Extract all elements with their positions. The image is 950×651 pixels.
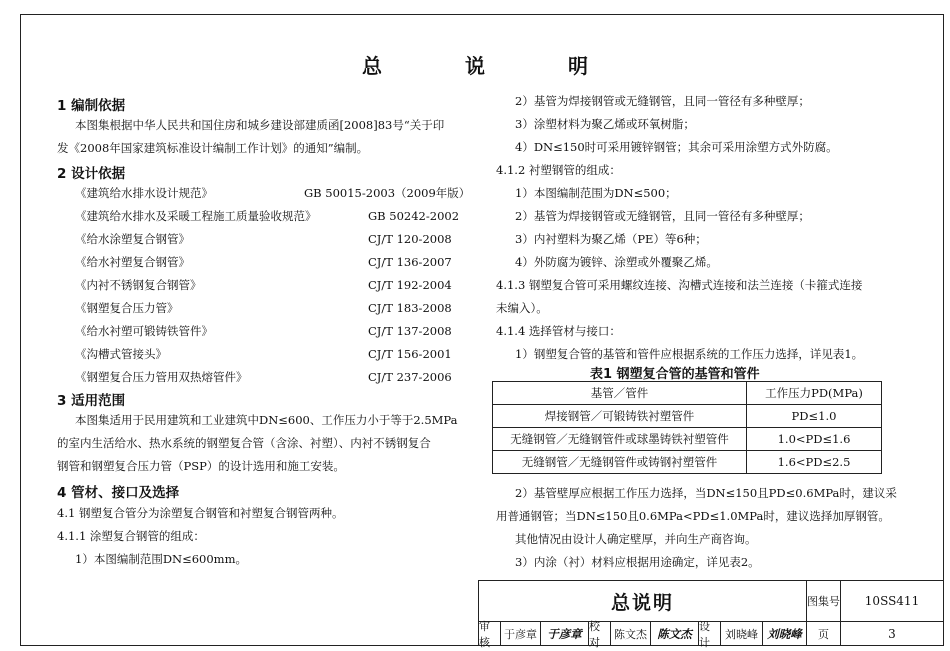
section-1-text-line1: 本图集根据中华人民共和国住房和城乡建设部建质函[2008]83号“关于印 — [75, 118, 445, 132]
reference-code: CJ/T 192-2004 — [368, 278, 452, 292]
section-4-1-1-item1: 1）本图编制范围DN≤600mm。 — [75, 552, 247, 566]
page-number: 3 — [841, 622, 944, 646]
list-item: 2）基管为焊接钢管或无缝钢管，且同一管径有多种壁厚； — [515, 209, 810, 223]
designer-signature: 刘晓峰 — [763, 622, 807, 646]
section-4-1-2: 4.1.2 衬塑钢管的组成： — [496, 163, 621, 177]
table-row — [493, 451, 882, 474]
paragraph-2-line2: 用普通钢管；当DN≤150且0.6MPa<PD≤1.0MPa时，建议选择加厚钢管。 — [496, 509, 890, 523]
paragraph-3: 3）内涂（衬）材料应根据用途确定，详见表2。 — [515, 555, 760, 569]
reference-name: 《钢塑复合压力管用双热熔管件》 — [75, 370, 248, 384]
atlas-number-label: 图集号 — [807, 581, 841, 622]
reference-name: 《建筑给水排水设计规范》 — [75, 186, 213, 200]
section-3-heading: 3 适用范围 — [57, 393, 126, 409]
list-item: 3）涂塑材料为聚乙烯或环氧树脂； — [515, 117, 695, 131]
reference-name: 《给水涂塑复合钢管》 — [75, 232, 190, 246]
reference-code: GB 50242-2002 — [368, 209, 460, 223]
section-4-1-1: 4.1.1 涂塑复合钢管的组成： — [57, 529, 205, 543]
section-2-heading: 2 设计依据 — [57, 166, 126, 182]
check-label: 校对 — [589, 622, 611, 646]
section-4-1-3-line1: 4.1.3 钢塑复合管可采用螺纹连接、沟槽式连接和法兰连接（卡箍式连接 — [496, 278, 863, 292]
reference-code: CJ/T 120-2008 — [368, 232, 452, 246]
reference-name: 《钢塑复合压力管》 — [75, 301, 179, 315]
list-item: 4）DN≤150时可采用镀锌钢管；其余可采用涂塑方式外防腐。 — [515, 140, 838, 154]
list-item: 3）内衬塑料为聚乙烯（PE）等6种； — [515, 232, 707, 246]
reviewer-signature: 于彦章 — [541, 622, 589, 646]
section-3-text-line3: 钢管和钢塑复合压力管（PSP）的设计选用和施工安装。 — [57, 459, 345, 473]
section-1-text-line2: 发《2008年国家建筑标准设计编制工作计划》的通知”编制。 — [57, 141, 369, 155]
reference-code: CJ/T 136-2007 — [368, 255, 452, 269]
section-4-1-4-item1: 1）钢塑复合管的基管和管件应根据系统的工作压力选择，详见表1。 — [515, 347, 864, 361]
table-cell: PD≤1.0 — [747, 405, 882, 428]
table-header-row — [493, 382, 882, 405]
reference-name: 《建筑给水排水及采暖工程施工质量验收规范》 — [75, 209, 317, 223]
review-label: 审核 — [479, 622, 501, 646]
table-row — [493, 405, 882, 428]
table-caption: 表1 钢塑复合管的基管和管件 — [590, 367, 760, 382]
section-1-heading: 1 编制依据 — [57, 98, 126, 114]
reference-code: GB 50015-2003（2009年版） — [304, 186, 471, 200]
section-4-1: 4.1 钢塑复合管分为涂塑复合钢管和衬塑复合钢管两种。 — [57, 506, 344, 520]
table-cell: 焊接钢管／可锻铸铁衬塑管件 — [493, 405, 747, 428]
list-item: 4）外防腐为镀锌、涂塑或外覆聚乙烯。 — [515, 255, 718, 269]
paragraph-2-line1: 2）基管壁厚应根据工作压力选择，当DN≤150且PD≤0.6MPa时，建议采 — [515, 486, 897, 500]
atlas-number: 10SS411 — [841, 581, 944, 622]
reference-code: CJ/T 237-2006 — [368, 370, 452, 384]
reviewer-name: 于彦章 — [501, 622, 541, 646]
table-cell: 无缝钢管／无缝钢管件或球墨铸铁衬塑管件 — [493, 428, 747, 451]
table-cell: 1.0<PD≤1.6 — [747, 428, 882, 451]
page-title: 总 说 明 — [362, 54, 626, 78]
reference-name: 《给水衬塑可锻铸铁管件》 — [75, 324, 213, 338]
reference-code: CJ/T 156-2001 — [368, 347, 452, 361]
table-row — [493, 428, 882, 451]
page-label: 页 — [807, 622, 841, 646]
reference-code: CJ/T 183-2008 — [368, 301, 452, 315]
table-cell: 1.6<PD≤2.5 — [747, 451, 882, 474]
section-3-text-line2: 的室内生活给水、热水系统的钢塑复合管（含涂、衬塑）、内衬不锈钢复合 — [57, 436, 431, 450]
design-label: 设计 — [699, 622, 721, 646]
reference-name: 《沟槽式管接头》 — [75, 347, 167, 361]
section-3-text-line1: 本图集适用于民用建筑和工业建筑中DN≤600、工作压力小于等于2.5MPa — [75, 413, 458, 427]
table-cell: 无缝钢管／无缝钢管件或铸钢衬塑管件 — [493, 451, 747, 474]
reference-name: 《内衬不锈钢复合钢管》 — [75, 278, 202, 292]
drawing-title: 总说明 — [479, 581, 807, 622]
table-header: 工作压力PD(MPa) — [747, 382, 882, 405]
list-item: 1）本图编制范围为DN≤500； — [515, 186, 677, 200]
table-header: 基管／管件 — [493, 382, 747, 405]
pipe-selection-table — [492, 381, 882, 474]
list-item: 2）基管为焊接钢管或无缝钢管，且同一管径有多种壁厚； — [515, 94, 810, 108]
section-4-1-4: 4.1.4 选择管材与接口： — [496, 324, 621, 338]
checker-name: 陈文杰 — [611, 622, 651, 646]
reference-code: CJ/T 137-2008 — [368, 324, 452, 338]
checker-signature: 陈文杰 — [651, 622, 699, 646]
section-4-heading: 4 管材、接口及选择 — [57, 485, 180, 501]
section-4-1-3-line2: 未编入）。 — [496, 301, 548, 315]
paragraph-2-line3: 其他情况由设计人确定壁厚，并向生产商咨询。 — [515, 532, 757, 546]
designer-name: 刘晓峰 — [721, 622, 763, 646]
reference-name: 《给水衬塑复合钢管》 — [75, 255, 190, 269]
title-block — [478, 580, 943, 649]
